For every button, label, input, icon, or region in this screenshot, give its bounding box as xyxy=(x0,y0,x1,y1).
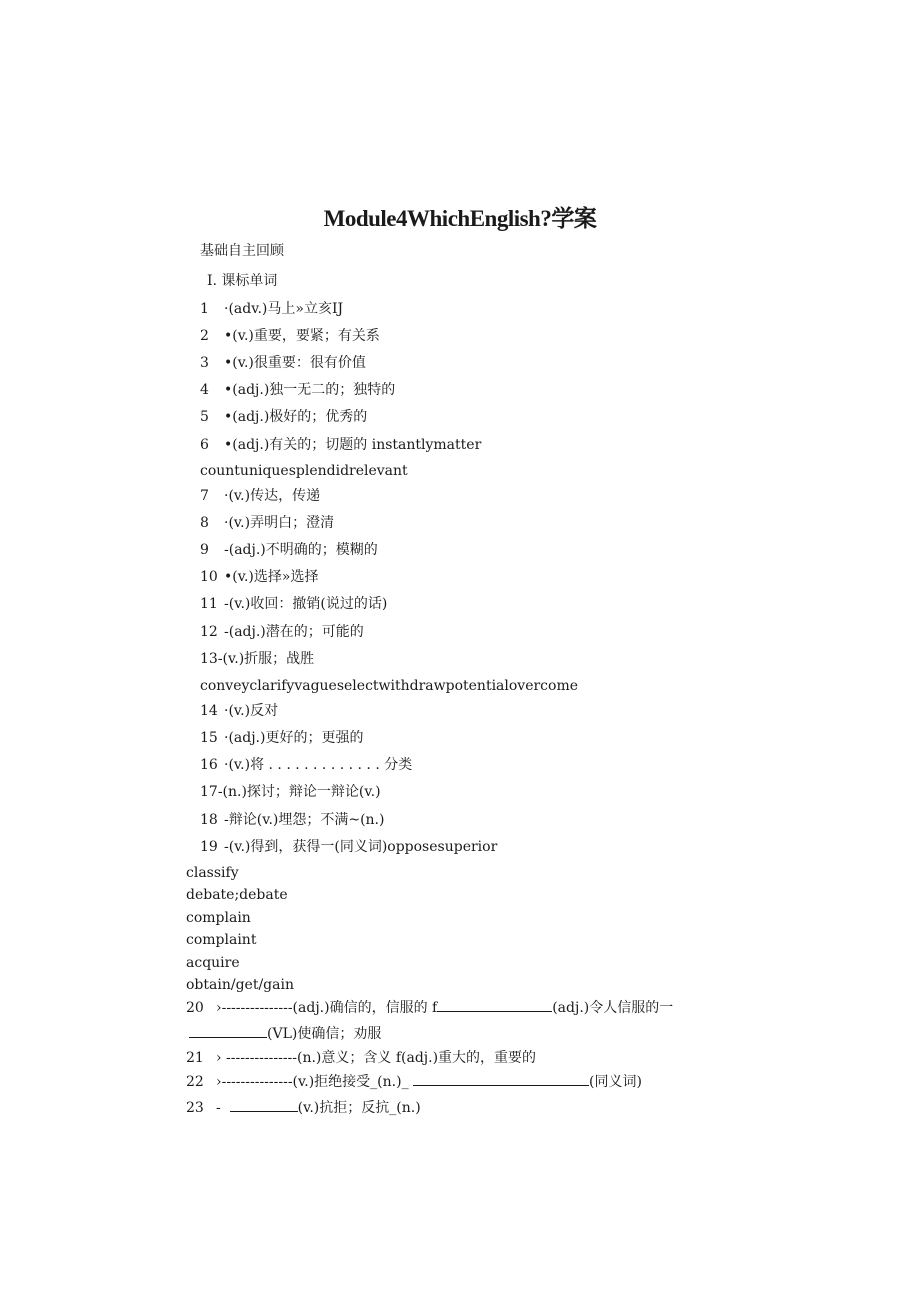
item-number: 9 xyxy=(200,542,209,558)
item-text: -辩论(v.)埋怨；不满~(n.) xyxy=(224,812,385,828)
list-item xyxy=(200,381,395,399)
item-text: - xyxy=(216,1100,221,1116)
fill-blank xyxy=(437,999,552,1012)
item-number: 6 xyxy=(200,437,209,453)
list-item xyxy=(200,729,363,747)
item-text: •(adj.)独一无二的；独特的 xyxy=(224,382,396,398)
answer-word: debate;debate xyxy=(186,887,288,903)
item-number: 22 xyxy=(186,1074,204,1090)
item-text: ·(v.)传达，传递 xyxy=(224,488,321,504)
item-text: •(v.)选择»选择 xyxy=(224,569,319,585)
item-text: ·(v.)将 . . . . . . . . . . . . . 分类 xyxy=(224,757,413,773)
item-number: 21 xyxy=(186,1050,204,1066)
item-text: ·(adv.)马上»立亥IJ xyxy=(224,301,344,317)
answer-line: countuniquesplendidrelevant xyxy=(200,463,408,479)
list-item xyxy=(200,541,378,559)
answer-word: acquire xyxy=(186,955,240,971)
list-item xyxy=(200,436,481,454)
item-text: -(adj.)潜在的；可能的 xyxy=(224,624,364,640)
fill-blank xyxy=(189,1025,267,1038)
item-number: 8 xyxy=(200,515,209,531)
item-number: 5 xyxy=(200,409,209,425)
item-text: (adj.)令人信服的一 xyxy=(552,1000,674,1016)
item-text: -(adj.)不明确的；模糊的 xyxy=(224,542,378,558)
item-number: 20 xyxy=(186,1000,204,1016)
page-title: Module4WhichEnglish?学案 xyxy=(323,206,597,231)
list-item: 13-(v.)折服；战胜 xyxy=(200,651,315,667)
item-text: -(v.)收回：撤销(说过的话) xyxy=(224,596,388,612)
item-text: •(v.)很重要：很有价值 xyxy=(224,355,366,371)
item-number: 23 xyxy=(186,1100,204,1116)
item-text: (同义词) xyxy=(589,1074,642,1090)
list-item xyxy=(200,568,318,586)
list-item xyxy=(200,408,367,426)
item-number: 16 xyxy=(200,757,218,773)
item-number: 11 xyxy=(200,596,218,612)
section-heading: 基础自主回顾 xyxy=(200,243,284,259)
answer-line: conveyclarifyvagueselectwithdrawpotentialovercome xyxy=(200,678,579,694)
list-item: 17-(n.)探讨；辩论一辩论(v.) xyxy=(200,784,381,800)
answer-word: complaint xyxy=(186,932,257,948)
answer-word: obtain/get/gain xyxy=(186,977,294,993)
item-number: 14 xyxy=(200,703,218,719)
list-item xyxy=(186,999,673,1017)
item-number: 12 xyxy=(200,624,218,640)
list-item xyxy=(200,702,278,720)
item-text: (v.)抗拒；反抗_(n.) xyxy=(297,1100,421,1116)
list-item xyxy=(186,1049,536,1067)
fill-blank xyxy=(413,1073,589,1086)
list-item xyxy=(200,811,384,829)
subsection-heading: I. 课标单词 xyxy=(207,273,278,289)
item-number: 3 xyxy=(200,355,209,371)
list-item xyxy=(200,514,334,532)
list-item xyxy=(200,756,412,774)
item-text: ›---------------(v.)拒绝接受_(n.)_ xyxy=(216,1074,409,1090)
answer-word: classify xyxy=(186,865,239,881)
item-number: 19 xyxy=(200,839,218,855)
item-text: •(adj.)极好的；优秀的 xyxy=(224,409,368,425)
item-number: 10 xyxy=(200,569,218,585)
item-number: 15 xyxy=(200,730,218,746)
item-text: •(adj.)有关的；切题的 instantlymatter xyxy=(224,437,482,453)
item-text: •(v.)重要，要紧；有关系 xyxy=(224,328,380,344)
item-text: -(v.)得到，获得一(同义词)opposesuperior xyxy=(224,839,498,855)
list-item xyxy=(200,595,387,613)
list-item xyxy=(186,1073,642,1091)
item-text: ·(v.)弄明白；澄清 xyxy=(224,515,335,531)
list-item xyxy=(200,838,497,856)
list-item-continuation xyxy=(189,1025,381,1043)
answer-word: complain xyxy=(186,910,251,926)
item-text: › ---------------(n.)意义；含义 f(adj.)重大的，重要的 xyxy=(216,1050,537,1066)
item-number: 4 xyxy=(200,382,209,398)
list-item xyxy=(200,623,364,641)
list-item xyxy=(200,487,320,505)
list-item xyxy=(186,1099,421,1117)
item-number: 1 xyxy=(200,301,209,317)
list-item xyxy=(200,300,343,318)
item-number: 18 xyxy=(200,812,218,828)
fill-blank xyxy=(230,1099,298,1112)
item-number: 7 xyxy=(200,488,209,504)
item-text: ·(v.)反对 xyxy=(224,703,279,719)
item-text: ·(adj.)更好的；更强的 xyxy=(224,730,364,746)
list-item xyxy=(200,354,366,372)
item-number: 2 xyxy=(200,328,209,344)
item-text: (VL)使确信；劝服 xyxy=(267,1026,382,1042)
list-item xyxy=(200,327,380,345)
item-text: ›---------------(adj.)确信的，信服的 f xyxy=(216,1000,438,1016)
